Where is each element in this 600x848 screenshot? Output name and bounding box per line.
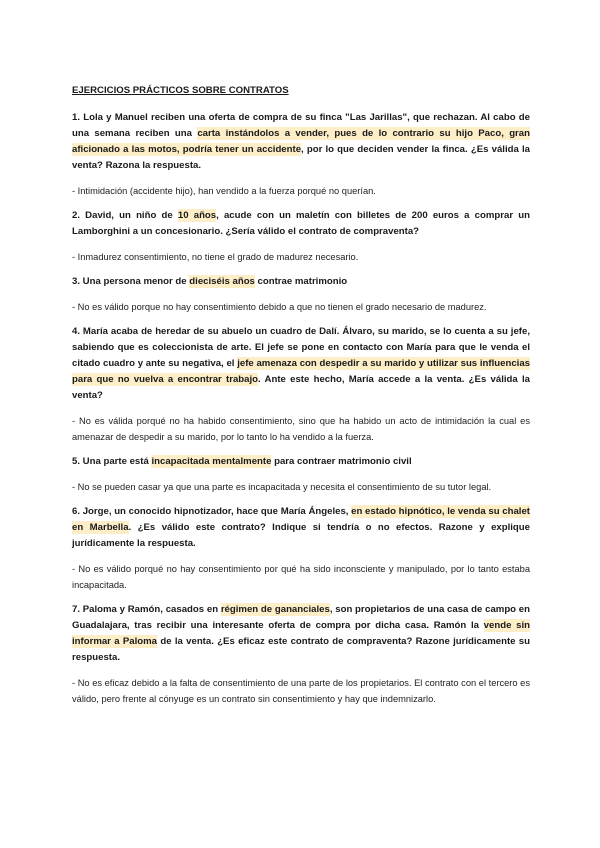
highlighted-text: carta instándolos a vender, pues de lo contrario su hijo Paco, gran aficionado a las motos, podría tener un accidente bbox=[72, 128, 530, 155]
highlighted-text: 10 años bbox=[177, 210, 217, 221]
highlighted-text: régimen de gananciales bbox=[220, 604, 330, 615]
exercise-answer: - No es eficaz debido a la falta de consentimiento de una parte de los propietarios. El contrato con el tercero es válido, pero frente al cónyuge es un contrato sin consentimiento y hay que indemnizarlo. bbox=[72, 678, 530, 704]
highlighted-text: incapacitada mentalmente bbox=[151, 456, 272, 467]
question-text: , por lo que deciden vender la finca. ¿Es válida la venta? Razona la respuesta. bbox=[72, 144, 530, 171]
exercise-question bbox=[72, 454, 530, 470]
exercise-question bbox=[72, 274, 530, 290]
document-title: EJERCICIOS PRÁCTICOS SOBRE CONTRATOS bbox=[72, 85, 289, 96]
question-text: 1. Lola y Manuel reciben una oferta de compra de su finca "Las Jarillas", que rechazan. Al cabo de una semana reciben una bbox=[72, 112, 530, 139]
question-text: 5. Una parte está bbox=[72, 456, 152, 467]
exercise-question bbox=[72, 110, 530, 174]
exercise-answer: - No es válida porqué no ha habido consentimiento, sino que ha habido un acto de intimidación la cual es amenazar de despedir a su marido, por lo tanto lo ha vendido a la fuerza. bbox=[72, 416, 530, 442]
question-text: contrae matrimonio bbox=[254, 276, 348, 287]
question-text: , acude con un maletín con billetes de 200 euros a comprar un Lamborghini a un concesionario. ¿Sería válido el contrato de compraventa? bbox=[72, 210, 530, 237]
exercise-list bbox=[72, 110, 530, 707]
exercise-question bbox=[72, 504, 530, 552]
exercise-question bbox=[72, 208, 530, 240]
exercise-answer: - No es válido porqué no hay consentimiento por qué ha sido inconsciente y manipulado, por lo tanto estaba incapacitada. bbox=[72, 564, 530, 590]
question-text: . Ante este hecho, María accede a la venta. ¿Es válida la venta? bbox=[72, 374, 530, 401]
question-text: de la venta. ¿Es eficaz este contrato de compraventa? Razone jurídicamente su respuesta. bbox=[72, 636, 530, 663]
exercise-answer: - Inmadurez consentimiento, no tiene el grado de madurez necesario. bbox=[72, 252, 359, 262]
question-text: para contraer matrimonio civil bbox=[271, 456, 412, 467]
exercise-answer: - No se pueden casar ya que una parte es incapacitada y necesita el consentimiento de su tutor legal. bbox=[72, 482, 492, 492]
question-text: 3. Una persona menor de bbox=[72, 276, 190, 287]
question-text: 7. Paloma y Ramón, casados en bbox=[72, 604, 221, 615]
question-text: 4. María acaba de heredar de su abuelo un cuadro de Dalí. Álvaro, su marido, se lo cuenta a su jefe, sabiendo que es coleccionista de arte. El jefe se pone en contacto con María para que le venda el citado cuadro y ante su negativa, el bbox=[72, 326, 530, 369]
question-text: , son propietarios de una casa de campo en Guadalajara, tras recibir una interesante oferta de compra por dicha casa. Ramón la bbox=[72, 604, 530, 631]
exercise-question bbox=[72, 324, 530, 404]
question-text: 2. David, un niño de bbox=[72, 210, 178, 221]
highlighted-text: vende sin informar a Paloma bbox=[72, 620, 530, 647]
exercise-answer: - No es válido porque no hay consentimiento debido a que no tienen el grado necesario de madurez. bbox=[72, 302, 487, 312]
question-text: . ¿Es válido este contrato? Indique si tendría o no efectos. Razone y explique jurídicamente la respuesta. bbox=[72, 522, 530, 549]
highlighted-text: en estado hipnótico, le venda su chalet en Marbella bbox=[72, 506, 530, 533]
exercise-answer: - Intimidación (accidente hijo), han vendido a la fuerza porqué no querían. bbox=[72, 186, 376, 196]
highlighted-text: dieciséis años bbox=[189, 276, 255, 287]
exercise-question bbox=[72, 602, 530, 666]
highlighted-text: jefe amenaza con despedir a su marido y utilizar sus influencias para que no vuelva a encontrar trabajo bbox=[72, 358, 530, 385]
question-text: 6. Jorge, un conocido hipnotizador, hace que María Ángeles, bbox=[72, 506, 352, 517]
